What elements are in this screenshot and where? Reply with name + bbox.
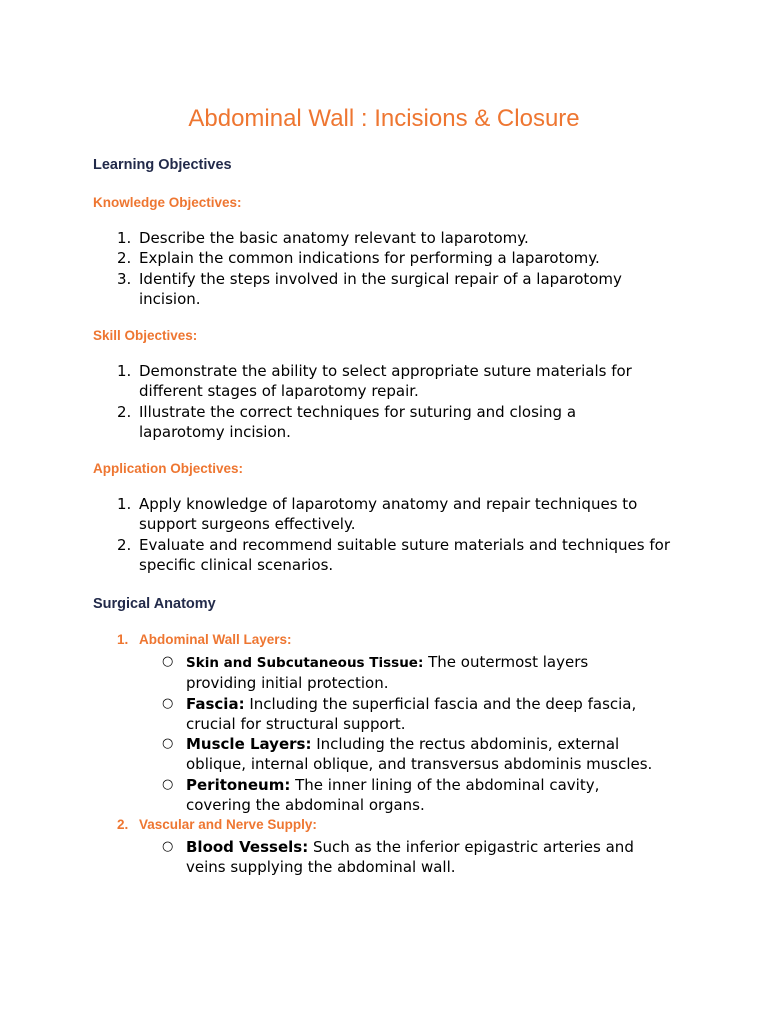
circle-bullet-icon: ○ [162, 695, 174, 711]
knowledge-objectives-list [117, 228, 684, 309]
section-heading: 2. Vascular and Nerve Supply: [117, 817, 317, 832]
list-item: 1. Demonstrate the ability to select appropriate suture materials for different stages of laparotomy repair. [117, 362, 632, 401]
circle-bullet-icon: ○ [162, 839, 174, 854]
surgical-anatomy-heading: Surgical Anatomy [93, 596, 216, 612]
list-item: 3. Identify the steps involved in the surgical repair of a laparotomy incision. [117, 269, 622, 308]
list-item: 1. Apply knowledge of laparotomy anatomy and repair techniques to support surgeons effectively. [117, 495, 638, 534]
anatomy-section-vascular-nerve-supply [117, 816, 687, 878]
list-item: 2. Explain the common indications for performing a laparotomy. [117, 249, 600, 268]
list-item: 2. Evaluate and recommend suitable suture materials and techniques for specific clinical scenarios. [117, 535, 670, 574]
document-title: Abdominal Wall : Incisions & Closure [188, 105, 580, 132]
list-item: ○ Muscle Layers: Including the rectus abdominis, external oblique, internal oblique, and transversus abdominis muscles. [162, 735, 653, 774]
sub-list [162, 652, 687, 815]
list-item: ○ Blood Vessels: Such as the inferior epigastric arteries and veins supplying the abdominal wall. [162, 838, 634, 877]
anatomy-section-abdominal-wall-layers [117, 631, 687, 815]
list-item: ○ Skin and Subcutaneous Tissue: The outermost layers providing initial protection. [162, 653, 589, 693]
circle-bullet-icon: ○ [162, 654, 174, 669]
skill-objectives-list [117, 361, 684, 442]
list-item: ○ Peritoneum: The inner lining of the abdominal cavity, covering the abdominal organs. [162, 775, 600, 815]
list-item: 2. Illustrate the correct techniques for suturing and closing a laparotomy incision. [117, 402, 577, 441]
application-objectives-heading: Application Objectives: [93, 461, 244, 476]
application-objectives-list [117, 494, 684, 575]
sub-list [162, 837, 687, 878]
knowledge-objectives-heading: Knowledge Objectives: [93, 195, 242, 210]
learning-objectives-heading: Learning Objectives [93, 157, 232, 173]
circle-bullet-icon: ○ [162, 736, 174, 752]
list-item: ○ Fascia: Including the superficial fascia and the deep fascia, crucial for structural support. [162, 694, 637, 733]
circle-bullet-icon: ○ [162, 776, 174, 792]
section-heading: 1. Abdominal Wall Layers: [117, 632, 292, 647]
list-item: 1. Describe the basic anatomy relevant to laparotomy. [117, 229, 529, 247]
skill-objectives-heading: Skill Objectives: [93, 328, 198, 343]
